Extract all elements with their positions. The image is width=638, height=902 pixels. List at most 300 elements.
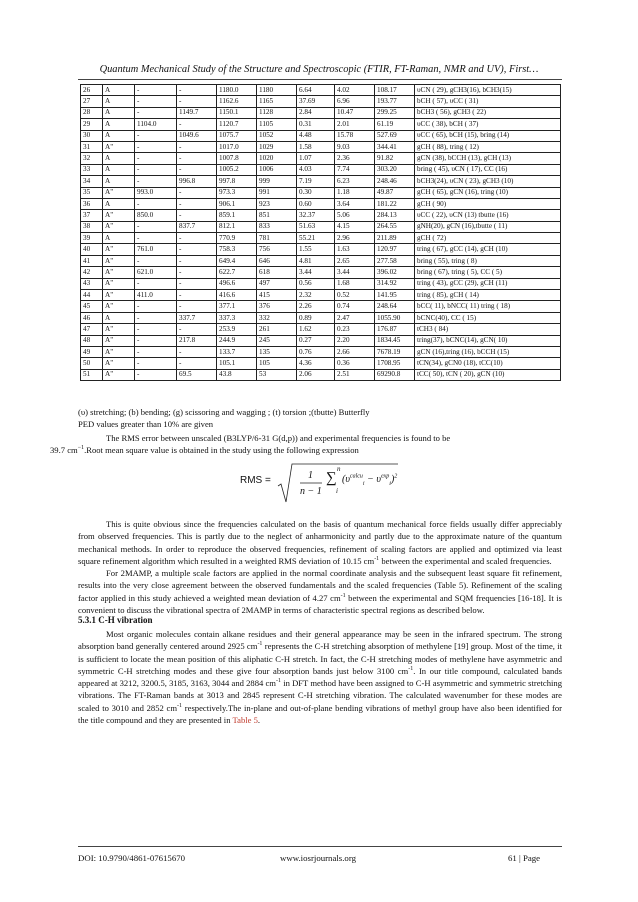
table-row xyxy=(81,187,561,198)
table-cell: 6.23 xyxy=(335,176,375,187)
table-cell: tring ( 85), gCH ( 14) xyxy=(415,290,561,301)
table-cell: A xyxy=(103,233,135,244)
table-cell: bring ( 55), tring ( 8) xyxy=(415,255,561,266)
table-cell: A" xyxy=(103,290,135,301)
table-cell: 10.47 xyxy=(335,107,375,118)
table-cell: - xyxy=(135,176,177,187)
table-cell: 1708.95 xyxy=(375,358,415,369)
table-cell: - xyxy=(135,96,177,107)
table-row xyxy=(81,96,561,107)
table-cell: 649.4 xyxy=(217,255,257,266)
table-cell: 47 xyxy=(81,324,103,335)
table-cell: 141.95 xyxy=(375,290,415,301)
table-cell: 48 xyxy=(81,335,103,346)
table-cell: 1.18 xyxy=(335,187,375,198)
running-header: Quantum Mechanical Study of the Structure and Spectroscopic (FTIR, FT-Raman, NMR and UV), First… xyxy=(99,64,539,75)
table-cell: 53 xyxy=(257,369,297,380)
table-cell: 1.58 xyxy=(297,141,335,152)
rms-formula xyxy=(240,460,400,506)
table-cell: A" xyxy=(103,187,135,198)
table-cell: 4.36 xyxy=(297,358,335,369)
sum-body: $(\upsilon^{calcu}_i - \upsilon^{exp}_i)^2$ xyxy=(342,473,398,487)
table-cell: 2.32 xyxy=(297,290,335,301)
table-row xyxy=(81,107,561,118)
section-heading: 5.3.1 C-H vibration xyxy=(78,615,153,625)
table-cell: - xyxy=(177,255,217,266)
table-cell: 135 xyxy=(257,346,297,357)
table-cell: 991 xyxy=(257,187,297,198)
table-cell: - xyxy=(135,312,177,323)
legend-line-1: (υ) stretching; (b) bending; (g) scissoring and wagging ; (t) torsion ;(tbutte) Butterfly xyxy=(78,407,370,417)
table-cell: - xyxy=(135,221,177,232)
table-cell: 245 xyxy=(257,335,297,346)
table-cell: A xyxy=(103,119,135,130)
table-cell: 50 xyxy=(81,358,103,369)
table-cell: 284.13 xyxy=(375,210,415,221)
table-row xyxy=(81,176,561,187)
table-cell: 0.30 xyxy=(297,187,335,198)
table-cell: 4.02 xyxy=(335,85,375,96)
table-cell: A" xyxy=(103,267,135,278)
header-rule xyxy=(78,79,562,80)
table-cell: 1049.6 xyxy=(177,130,217,141)
table-cell: υCC ( 22), υCN (13) tbutte (16) xyxy=(415,210,561,221)
table-row xyxy=(81,267,561,278)
table-cell: 377.1 xyxy=(217,301,257,312)
table-cell: 1104.0 xyxy=(135,119,177,130)
table-cell: 41 xyxy=(81,255,103,266)
table-cell: A" xyxy=(103,346,135,357)
table-cell: 996.8 xyxy=(177,176,217,187)
table-cell: - xyxy=(135,278,177,289)
table-cell: 1052 xyxy=(257,130,297,141)
table-cell: 181.22 xyxy=(375,198,415,209)
table-cell: A" xyxy=(103,221,135,232)
table-cell: 39 xyxy=(81,233,103,244)
table-cell: 69290.8 xyxy=(375,369,415,380)
table-cell: - xyxy=(135,369,177,380)
table-cell: 0.56 xyxy=(297,278,335,289)
table-cell: - xyxy=(135,358,177,369)
table-cell: A xyxy=(103,96,135,107)
table-cell: 6.96 xyxy=(335,96,375,107)
table-cell: - xyxy=(177,301,217,312)
table-row xyxy=(81,141,561,152)
table-cell: - xyxy=(177,210,217,221)
table-cell: - xyxy=(135,324,177,335)
table-cell: 2.01 xyxy=(335,119,375,130)
table-cell: 253.9 xyxy=(217,324,257,335)
footer-doi: DOI: 10.9790/4861-07615670 xyxy=(78,853,186,863)
table-cell: gCH ( 90) xyxy=(415,198,561,209)
table-cell: 497 xyxy=(257,278,297,289)
table-cell: 1162.6 xyxy=(217,96,257,107)
table-cell: 35 xyxy=(81,187,103,198)
rms-lhs: RMS = xyxy=(240,475,271,486)
table-cell: 2.36 xyxy=(335,153,375,164)
table-cell: 2.65 xyxy=(335,255,375,266)
table-cell: A xyxy=(103,176,135,187)
table-cell: bring ( 67), tring ( 5), CC ( 5) xyxy=(415,267,561,278)
table-cell: tring ( 43), gCC (29), gCH (11) xyxy=(415,278,561,289)
table-cell: - xyxy=(177,119,217,130)
table-cell: A" xyxy=(103,278,135,289)
vibrational-assignment-table xyxy=(80,84,561,381)
table-cell: 6.64 xyxy=(297,85,335,96)
table-row xyxy=(81,290,561,301)
table-cell: bCC( 11), bNCC( 11) tring ( 18) xyxy=(415,301,561,312)
table-cell: 4.15 xyxy=(335,221,375,232)
table-cell: - xyxy=(177,85,217,96)
table-cell: 108.17 xyxy=(375,85,415,96)
table-cell: tCC( 50), tCN ( 20), gCN (10) xyxy=(415,369,561,380)
table-cell: 1007.8 xyxy=(217,153,257,164)
table-cell: - xyxy=(135,107,177,118)
table-cell: A" xyxy=(103,141,135,152)
table-cell: 2.66 xyxy=(335,346,375,357)
table-cell: 1020 xyxy=(257,153,297,164)
table-cell: 9.03 xyxy=(335,141,375,152)
table-cell: - xyxy=(177,244,217,255)
table-cell: gNH(20), gCN (16),tbutte ( 11) xyxy=(415,221,561,232)
fraction-denominator: n − 1 xyxy=(300,486,322,497)
table-5-link[interactable]: Table 5 xyxy=(232,715,258,726)
table-cell: 4.48 xyxy=(297,130,335,141)
table-row xyxy=(81,119,561,130)
table-cell: 337.7 xyxy=(177,312,217,323)
table-cell: 30 xyxy=(81,130,103,141)
table-row xyxy=(81,278,561,289)
table-cell: 416.6 xyxy=(217,290,257,301)
paragraph-2mamp: For 2MAMP, a multiple scale factors are applied in the normal coordinate analysis and the subsequent least square fit refinement, results into the very close agreement between the observed fundamentals and the scaled frequencies (Table 5). Refinement of the scaling factor applied in this study achieved a weighted mean deviation of 4.27 $cm^{-1}$ between the experimental and SQM frequencies [16-18]. It is convenient to discuss the vibrational spectra of 2MAMP in terms of characteristic spectral regions as described below. xyxy=(78,568,562,615)
table-cell: A" xyxy=(103,210,135,221)
table-cell: 997.8 xyxy=(217,176,257,187)
table-cell: A xyxy=(103,130,135,141)
table-cell: 26 xyxy=(81,85,103,96)
table-cell: - xyxy=(135,130,177,141)
table-cell: 133.7 xyxy=(217,346,257,357)
table-cell: A xyxy=(103,85,135,96)
table-cell: 337.3 xyxy=(217,312,257,323)
table-cell: 993.0 xyxy=(135,187,177,198)
table-cell: 49 xyxy=(81,346,103,357)
table-cell: 859.1 xyxy=(217,210,257,221)
paragraph-scaling: This is quite obvious since the frequencies calculated on the basis of quantum mechanical force fields usually differ appreciably from observed frequencies. This is partly due to the neglect of anharmonicity and partly due to the approximate nature of the quantum mechanical methods. In order to reproduce the observed frequencies, refinement of scaling factors are applied and optimized via least square refinement algorithm which resulted in a weighted RMS deviation of 10.15 $cm^{-1}$ between the experimental and scaled frequencies. xyxy=(78,519,562,566)
table-cell: - xyxy=(135,141,177,152)
table-cell: 1150.1 xyxy=(217,107,257,118)
table-cell: 61.19 xyxy=(375,119,415,130)
table-cell: 527.69 xyxy=(375,130,415,141)
table-cell: 0.27 xyxy=(297,335,335,346)
table-cell: - xyxy=(177,187,217,198)
table-cell: - xyxy=(177,267,217,278)
table-row xyxy=(81,346,561,357)
table-cell: 0.60 xyxy=(297,198,335,209)
table-cell: A" xyxy=(103,335,135,346)
table-cell: 299.25 xyxy=(375,107,415,118)
sum-lower: i xyxy=(336,487,338,495)
table-cell: - xyxy=(135,153,177,164)
table-cell: 2.51 xyxy=(335,369,375,380)
table-cell: - xyxy=(177,346,217,357)
table-cell: - xyxy=(135,301,177,312)
table-cell: 332 xyxy=(257,312,297,323)
table-cell: 1055.90 xyxy=(375,312,415,323)
table-cell: 756 xyxy=(257,244,297,255)
table-cell: bCH3(24), υCN ( 23), gCH3 (10) xyxy=(415,176,561,187)
table-cell: 3.44 xyxy=(297,267,335,278)
table-cell: υCN ( 29), gCH3(16), bCH3(15) xyxy=(415,85,561,96)
table-cell: 758.3 xyxy=(217,244,257,255)
table-cell: 1006 xyxy=(257,164,297,175)
table-cell: 344.41 xyxy=(375,141,415,152)
table-cell: 2.96 xyxy=(335,233,375,244)
table-cell: 28 xyxy=(81,107,103,118)
table-cell: gCH ( 88), tring ( 12) xyxy=(415,141,561,152)
table-cell: 261 xyxy=(257,324,297,335)
table-cell: 646 xyxy=(257,255,297,266)
table-cell: - xyxy=(177,290,217,301)
fraction-numerator: 1 xyxy=(308,470,313,481)
table-cell: 1180.0 xyxy=(217,85,257,96)
table-cell: 973.3 xyxy=(217,187,257,198)
table-cell: 37.69 xyxy=(297,96,335,107)
table-row xyxy=(81,255,561,266)
table-cell: 906.1 xyxy=(217,198,257,209)
table-cell: 1017.0 xyxy=(217,141,257,152)
table-cell: 38 xyxy=(81,221,103,232)
table-cell: 264.55 xyxy=(375,221,415,232)
table-cell: 0.76 xyxy=(297,346,335,357)
table-cell: 1128 xyxy=(257,107,297,118)
table-cell: 5.06 xyxy=(335,210,375,221)
table-row xyxy=(81,85,561,96)
table-cell: - xyxy=(135,233,177,244)
table-cell: 43.8 xyxy=(217,369,257,380)
footer-website[interactable]: www.iosrjournals.org xyxy=(280,853,356,863)
table-cell: 40 xyxy=(81,244,103,255)
table-cell: 29 xyxy=(81,119,103,130)
table-row xyxy=(81,130,561,141)
table-cell: 850.0 xyxy=(135,210,177,221)
table-cell: 1.55 xyxy=(297,244,335,255)
table-cell: 770.9 xyxy=(217,233,257,244)
table-cell: - xyxy=(135,335,177,346)
table-cell: 7.74 xyxy=(335,164,375,175)
table-cell: υCC ( 65), bCH (15), bring (14) xyxy=(415,130,561,141)
table-cell: - xyxy=(177,278,217,289)
table-cell: 1029 xyxy=(257,141,297,152)
table-cell: A xyxy=(103,107,135,118)
table-cell: A" xyxy=(103,301,135,312)
table-cell: 244.9 xyxy=(217,335,257,346)
table-row xyxy=(81,164,561,175)
table-cell: 32.37 xyxy=(297,210,335,221)
table-cell: - xyxy=(135,346,177,357)
table-cell: 0.52 xyxy=(335,290,375,301)
table-row xyxy=(81,221,561,232)
table-cell: bCH3 ( 56), gCH3 ( 22) xyxy=(415,107,561,118)
table-cell: 415 xyxy=(257,290,297,301)
table-cell: 923 xyxy=(257,198,297,209)
table-cell: A xyxy=(103,312,135,323)
table-cell: 51 xyxy=(81,369,103,380)
table-cell: A" xyxy=(103,255,135,266)
footer-page-number: 61 | Page xyxy=(508,853,541,863)
table-cell: 91.82 xyxy=(375,153,415,164)
table-cell: - xyxy=(135,85,177,96)
table-cell: 45 xyxy=(81,301,103,312)
table-cell: - xyxy=(177,141,217,152)
table-cell: 314.92 xyxy=(375,278,415,289)
table-row xyxy=(81,210,561,221)
table-row xyxy=(81,358,561,369)
sum-symbol: ∑ xyxy=(326,470,337,486)
table-cell: gCN (16),tring (16), bCCH (15) xyxy=(415,346,561,357)
table-cell: 105 xyxy=(257,358,297,369)
table-cell: A xyxy=(103,198,135,209)
table-row xyxy=(81,335,561,346)
table-cell: 303.20 xyxy=(375,164,415,175)
footer-rule xyxy=(78,846,562,847)
table-cell: 837.7 xyxy=(177,221,217,232)
table-cell: 44 xyxy=(81,290,103,301)
table-cell: 812.1 xyxy=(217,221,257,232)
table-row xyxy=(81,244,561,255)
table-cell: 15.78 xyxy=(335,130,375,141)
table-cell: - xyxy=(135,198,177,209)
table-cell: - xyxy=(177,198,217,209)
table-cell: gCH ( 65), gCN (16), tring (10) xyxy=(415,187,561,198)
table-cell: 1.07 xyxy=(297,153,335,164)
table-cell: 1.68 xyxy=(335,278,375,289)
table-cell: A" xyxy=(103,324,135,335)
table-cell: 0.36 xyxy=(335,358,375,369)
table-cell: 1120.7 xyxy=(217,119,257,130)
table-cell: 781 xyxy=(257,233,297,244)
table-cell: A" xyxy=(103,358,135,369)
table-cell: 2.84 xyxy=(297,107,335,118)
table-cell: 396.02 xyxy=(375,267,415,278)
table-cell: 69.5 xyxy=(177,369,217,380)
table-cell: 43 xyxy=(81,278,103,289)
table-cell: A" xyxy=(103,244,135,255)
table-cell: 622.7 xyxy=(217,267,257,278)
table-cell: 1834.45 xyxy=(375,335,415,346)
table-cell: 33 xyxy=(81,164,103,175)
table-cell: 120.97 xyxy=(375,244,415,255)
table-cell: 4.03 xyxy=(297,164,335,175)
table-cell: 999 xyxy=(257,176,297,187)
table-cell: 7.19 xyxy=(297,176,335,187)
table-cell: 7678.19 xyxy=(375,346,415,357)
table-cell: 36 xyxy=(81,198,103,209)
table-row xyxy=(81,369,561,380)
table-cell: 34 xyxy=(81,176,103,187)
table-cell: A xyxy=(103,164,135,175)
table-cell: tCN(34), gCN0 (18), tCC(10) xyxy=(415,358,561,369)
table-cell: 0.31 xyxy=(297,119,335,130)
table-cell: 217.8 xyxy=(177,335,217,346)
table-cell: bCH ( 57), υCC ( 31) xyxy=(415,96,561,107)
table-cell: 761.0 xyxy=(135,244,177,255)
table-cell: υCC ( 38), bCH ( 37) xyxy=(415,119,561,130)
table-cell: tring ( 67), gCC (14), gCH (10) xyxy=(415,244,561,255)
table-cell: 55.21 xyxy=(297,233,335,244)
table-cell: 618 xyxy=(257,267,297,278)
table-cell: - xyxy=(177,153,217,164)
table-cell: - xyxy=(177,233,217,244)
table-row xyxy=(81,301,561,312)
table-cell: 1165 xyxy=(257,96,297,107)
table-cell: 27 xyxy=(81,96,103,107)
table-cell: 4.81 xyxy=(297,255,335,266)
table-cell: 211.89 xyxy=(375,233,415,244)
rms-paragraph: The RMS error between unscaled (B3LYP/6-31 G(d,p)) and experimental frequencies is found to be 39.7 $cm^{-1}.Root$ mean square value is obtained in the study using the following expression xyxy=(50,433,451,456)
table-cell: 2.06 xyxy=(297,369,335,380)
table-cell: 51.63 xyxy=(297,221,335,232)
table-cell: 32 xyxy=(81,153,103,164)
table-cell: 1075.7 xyxy=(217,130,257,141)
table-row xyxy=(81,312,561,323)
table-row xyxy=(81,198,561,209)
table-cell: 31 xyxy=(81,141,103,152)
table-cell: - xyxy=(177,358,217,369)
table-legend xyxy=(78,406,562,431)
table-cell: - xyxy=(135,164,177,175)
table-cell: 1.63 xyxy=(335,244,375,255)
legend-line-2: PED values greater than 10% are given xyxy=(78,419,214,430)
table-cell: gCN (38), bCCH (13), gCH (13) xyxy=(415,153,561,164)
table-cell: 1180 xyxy=(257,85,297,96)
table-cell: 105.1 xyxy=(217,358,257,369)
table-cell: gCH ( 72) xyxy=(415,233,561,244)
table-cell: 376 xyxy=(257,301,297,312)
table-cell: 277.58 xyxy=(375,255,415,266)
table-cell: 0.74 xyxy=(335,301,375,312)
table-cell: 46 xyxy=(81,312,103,323)
table-cell: 3.44 xyxy=(335,267,375,278)
table-row xyxy=(81,233,561,244)
table-cell: 193.77 xyxy=(375,96,415,107)
table-cell: tCH3 ( 84) xyxy=(415,324,561,335)
table-cell: 42 xyxy=(81,267,103,278)
table-cell: 176.87 xyxy=(375,324,415,335)
table-cell: bCNC(40), CC ( 15) xyxy=(415,312,561,323)
table-cell: A xyxy=(103,153,135,164)
table-cell: 49.87 xyxy=(375,187,415,198)
table-cell: 496.6 xyxy=(217,278,257,289)
table-cell: - xyxy=(177,324,217,335)
table-cell: 411.0 xyxy=(135,290,177,301)
table-cell: - xyxy=(177,164,217,175)
table-cell: 1.62 xyxy=(297,324,335,335)
table-cell: 248.46 xyxy=(375,176,415,187)
table-cell: 1005.2 xyxy=(217,164,257,175)
table-cell: 0.23 xyxy=(335,324,375,335)
table-cell: 37 xyxy=(81,210,103,221)
table-cell: 1149.7 xyxy=(177,107,217,118)
paragraph-ch-vibration: Most organic molecules contain alkane residues and their general appearance may be seen in the infrared spectrum. The strong absorption band generally centered around 2925 $cm^{-1}$ represents the C-H stretching absorption of methylene [19] group. Most of the time, it is sufficient to locate the mean position of this aliphatic C-H stretch. In fact, the C-H stretching modes of methylene have asymmetric and symmetric C-H stretching modes and these give four absorption bands just below 3100 $cm^{-1}$. In our title compound, calculated bands appeared at 3212, 3200.5, 3185, 3163, 3044 and 2884 $cm^{-1}$ in DFT method have been assigned to C-H asymmetric and symmetric stretching vibrations. The FT-Raman bands at 3013 and 2845 represent C-H stretching vibration. The calculated wavenumber for these modes are scaled to 3010 and 2852 $cm^{-1}$ respectively.The in-plane and out-of-plane bending vibrations of methyl group have also been identified for the title compound and they are presented in Table 5. xyxy=(78,629,563,726)
table-cell: tring(37), bCNC(14), gCN( 10) xyxy=(415,335,561,346)
table-cell: 1105 xyxy=(257,119,297,130)
table-row xyxy=(81,153,561,164)
table-cell: 851 xyxy=(257,210,297,221)
table-cell: - xyxy=(135,255,177,266)
table-cell: 2.47 xyxy=(335,312,375,323)
table-row xyxy=(81,324,561,335)
table-cell: 248.64 xyxy=(375,301,415,312)
